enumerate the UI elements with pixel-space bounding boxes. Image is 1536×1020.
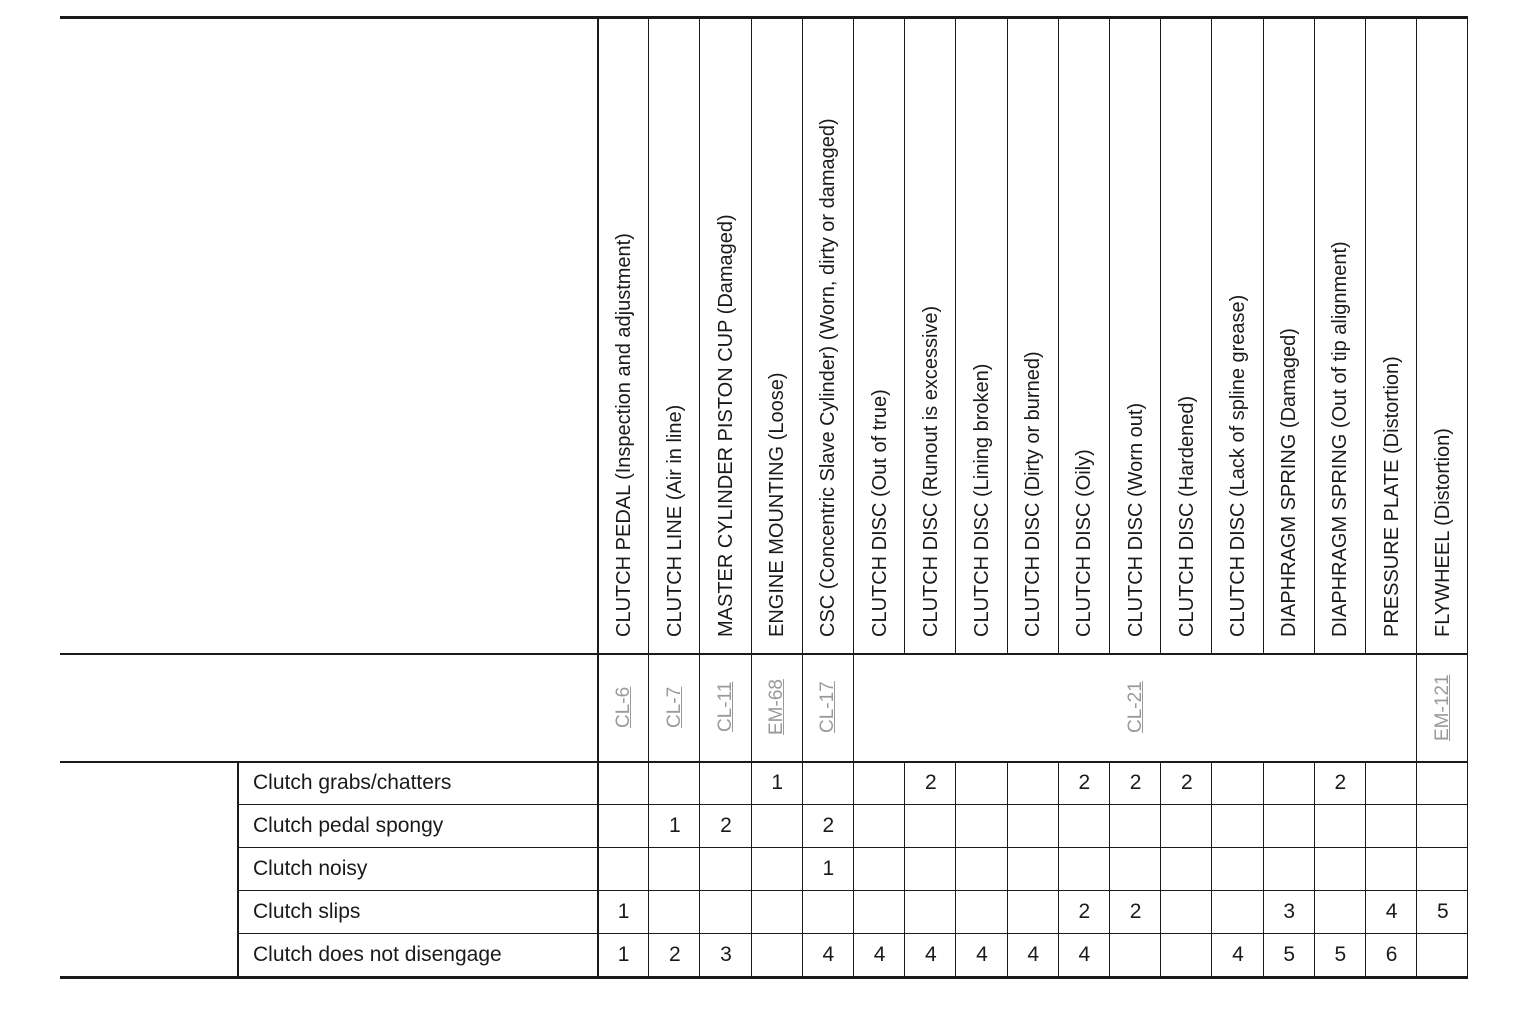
column-header-part: DIAPHRAGM SPRING (Damaged) <box>1278 328 1301 637</box>
vertical-rule <box>1314 16 1315 653</box>
reference-link: EM-68 <box>766 679 788 735</box>
priority-cell: 4 <box>1385 899 1398 923</box>
priority-cell: 2 <box>1129 770 1142 794</box>
column-header-part: CLUTCH DISC (Lack of spline grease) <box>1227 294 1249 637</box>
column-header-part: CLUTCH DISC (Hardened) <box>1175 395 1198 637</box>
symptom-name: Clutch does not disengage <box>253 942 502 966</box>
priority-cell: 4 <box>1078 942 1091 966</box>
vertical-rule <box>237 761 239 976</box>
column-header-part: CLUTCH DISC (Out of true) <box>868 389 891 637</box>
priority-cell: 2 <box>1078 899 1091 923</box>
vertical-rule <box>1365 16 1366 653</box>
horizontal-rule <box>60 761 1468 763</box>
horizontal-rule <box>60 653 1468 655</box>
priority-cell: 4 <box>822 942 835 966</box>
symptom-name: Clutch noisy <box>253 856 368 880</box>
column-header-part: MASTER CYLINDER PISTON CUP (Damaged) <box>715 214 737 637</box>
reference-link: EM-121 <box>1431 673 1453 741</box>
vertical-rule <box>1416 16 1417 976</box>
priority-cell: 1 <box>771 770 784 794</box>
priority-cell: 6 <box>1385 942 1398 966</box>
symptom-name: Clutch grabs/chatters <box>253 770 452 794</box>
priority-cell: 5 <box>1436 899 1449 923</box>
priority-cell: 2 <box>1334 770 1347 794</box>
column-header-part: CLUTCH LINE (Air in line) <box>663 404 686 637</box>
priority-cell: 2 <box>924 770 937 794</box>
reference-link: CL-21 <box>1124 681 1146 733</box>
reference-link: CL-7 <box>663 686 685 728</box>
column-header-part: ENGINE MOUNTING (Loose) <box>766 372 789 637</box>
priority-cell: 2 <box>1180 770 1193 794</box>
column-header-part: PRESSURE PLATE (Distortion) <box>1380 356 1403 637</box>
vertical-rule <box>597 16 599 976</box>
vertical-rule <box>1109 16 1110 653</box>
column-header-part: CLUTCH DISC (Worn out) <box>1124 402 1147 637</box>
priority-cell: 2 <box>1078 770 1091 794</box>
priority-cell: 4 <box>924 942 937 966</box>
horizontal-rule <box>60 976 1468 979</box>
priority-cell: 1 <box>822 856 835 880</box>
reference-link: CL-11 <box>715 681 736 732</box>
priority-cell: 1 <box>617 942 630 966</box>
priority-cell: 1 <box>668 813 681 837</box>
vertical-rule <box>955 16 956 653</box>
priority-cell: 2 <box>668 942 681 966</box>
vertical-rule <box>1007 16 1008 653</box>
column-header-part: FLYWHEEL (Distortion) <box>1431 428 1454 637</box>
reference-link: CL-17 <box>817 681 839 733</box>
vertical-rule <box>1263 16 1264 653</box>
priority-cell: 4 <box>1232 942 1244 966</box>
priority-cell: 2 <box>720 813 732 837</box>
column-header-part: CLUTCH DISC (Oily) <box>1073 449 1096 637</box>
symptom-name: Clutch pedal spongy <box>253 813 444 837</box>
horizontal-rule <box>60 16 1468 19</box>
vertical-rule <box>1467 16 1468 976</box>
priority-cell: 4 <box>976 942 988 966</box>
priority-cell: 2 <box>822 813 835 837</box>
priority-cell: 5 <box>1283 942 1296 966</box>
column-header-part: CLUTCH PEDAL (Inspection and adjustment) <box>612 233 635 637</box>
priority-cell: 4 <box>1027 942 1040 966</box>
priority-cell: 2 <box>1129 899 1142 923</box>
vertical-rule <box>751 16 752 976</box>
vertical-rule <box>1160 16 1161 653</box>
vertical-rule <box>1058 16 1059 653</box>
column-header-part: DIAPHRAGM SPRING (Out of tip alignment) <box>1329 241 1352 637</box>
priority-cell: 1 <box>617 899 630 923</box>
column-header-part: CSC (Concentric Slave Cylinder) (Worn, dirty or damaged) <box>817 118 840 637</box>
symptom-name: Clutch slips <box>253 899 361 923</box>
reference-link: CL-6 <box>612 686 634 728</box>
priority-cell: 5 <box>1334 942 1347 966</box>
column-header-part: CLUTCH DISC (Runout is excessive) <box>919 305 942 637</box>
priority-cell: 4 <box>873 942 886 966</box>
column-header-part: CLUTCH DISC (Lining broken) <box>971 363 993 637</box>
column-header-part: CLUTCH DISC (Dirty or burned) <box>1022 351 1045 637</box>
vertical-rule <box>1211 16 1212 653</box>
priority-cell: 3 <box>720 942 732 966</box>
priority-cell: 3 <box>1283 899 1296 923</box>
vertical-rule <box>904 16 905 653</box>
